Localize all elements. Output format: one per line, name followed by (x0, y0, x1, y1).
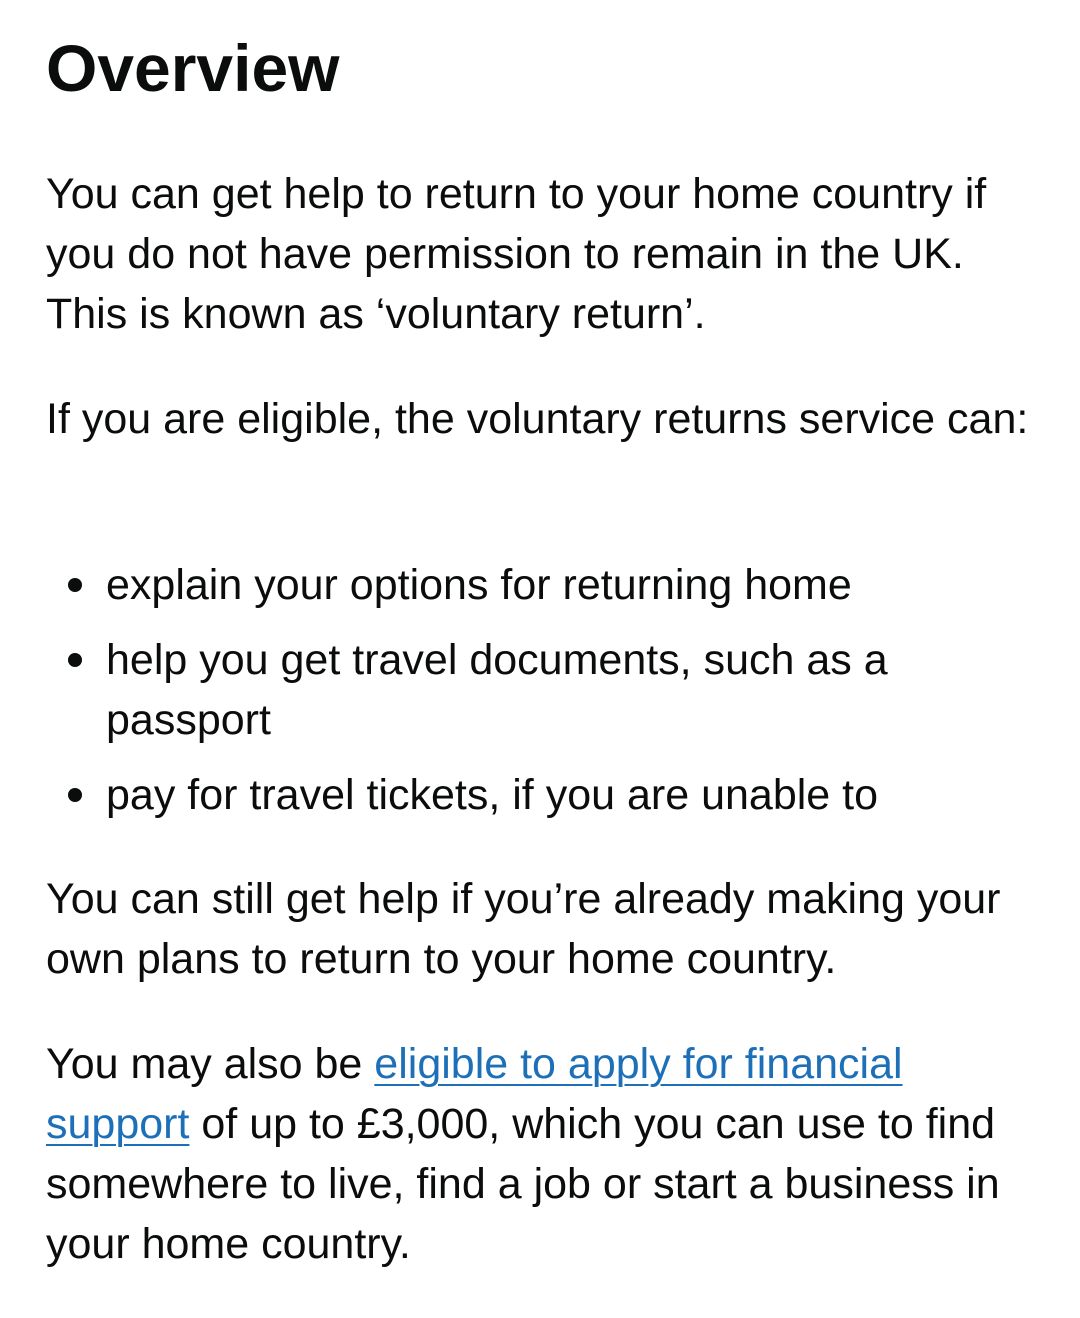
services-list (46, 555, 1036, 840)
financial-support-link[interactable]: eligible to apply for financial support (46, 1040, 903, 1148)
intro-paragraph: You can get help to return to your home country if you do not have permission to remain in the UK. This is known as ‘voluntary return’. (46, 170, 987, 338)
bullet-icon (68, 788, 82, 802)
list-item (46, 555, 1036, 615)
list-item-text: explain your options for returning home (106, 561, 852, 609)
financial-support-paragraph (46, 1034, 1036, 1274)
still-help-paragraph: You can still get help if you’re already making your own plans to return to your home country. (46, 875, 1001, 983)
page-title: Overview (46, 31, 340, 105)
list-item (46, 765, 1036, 825)
list-item (46, 630, 1036, 750)
list-item-text: pay for travel tickets, if you are unable to (106, 771, 879, 819)
financial-text-after: of up to £3,000, which you can use to find somewhere to live, find a job or start a business in your home country. (46, 1100, 1000, 1268)
list-item-text: help you get travel documents, such as a passport (106, 636, 888, 744)
bullet-icon (68, 578, 82, 592)
eligibility-paragraph: If you are eligible, the voluntary returns service can: (46, 395, 1029, 443)
bullet-icon (68, 653, 82, 667)
financial-text-before: You may also be (46, 1040, 375, 1088)
